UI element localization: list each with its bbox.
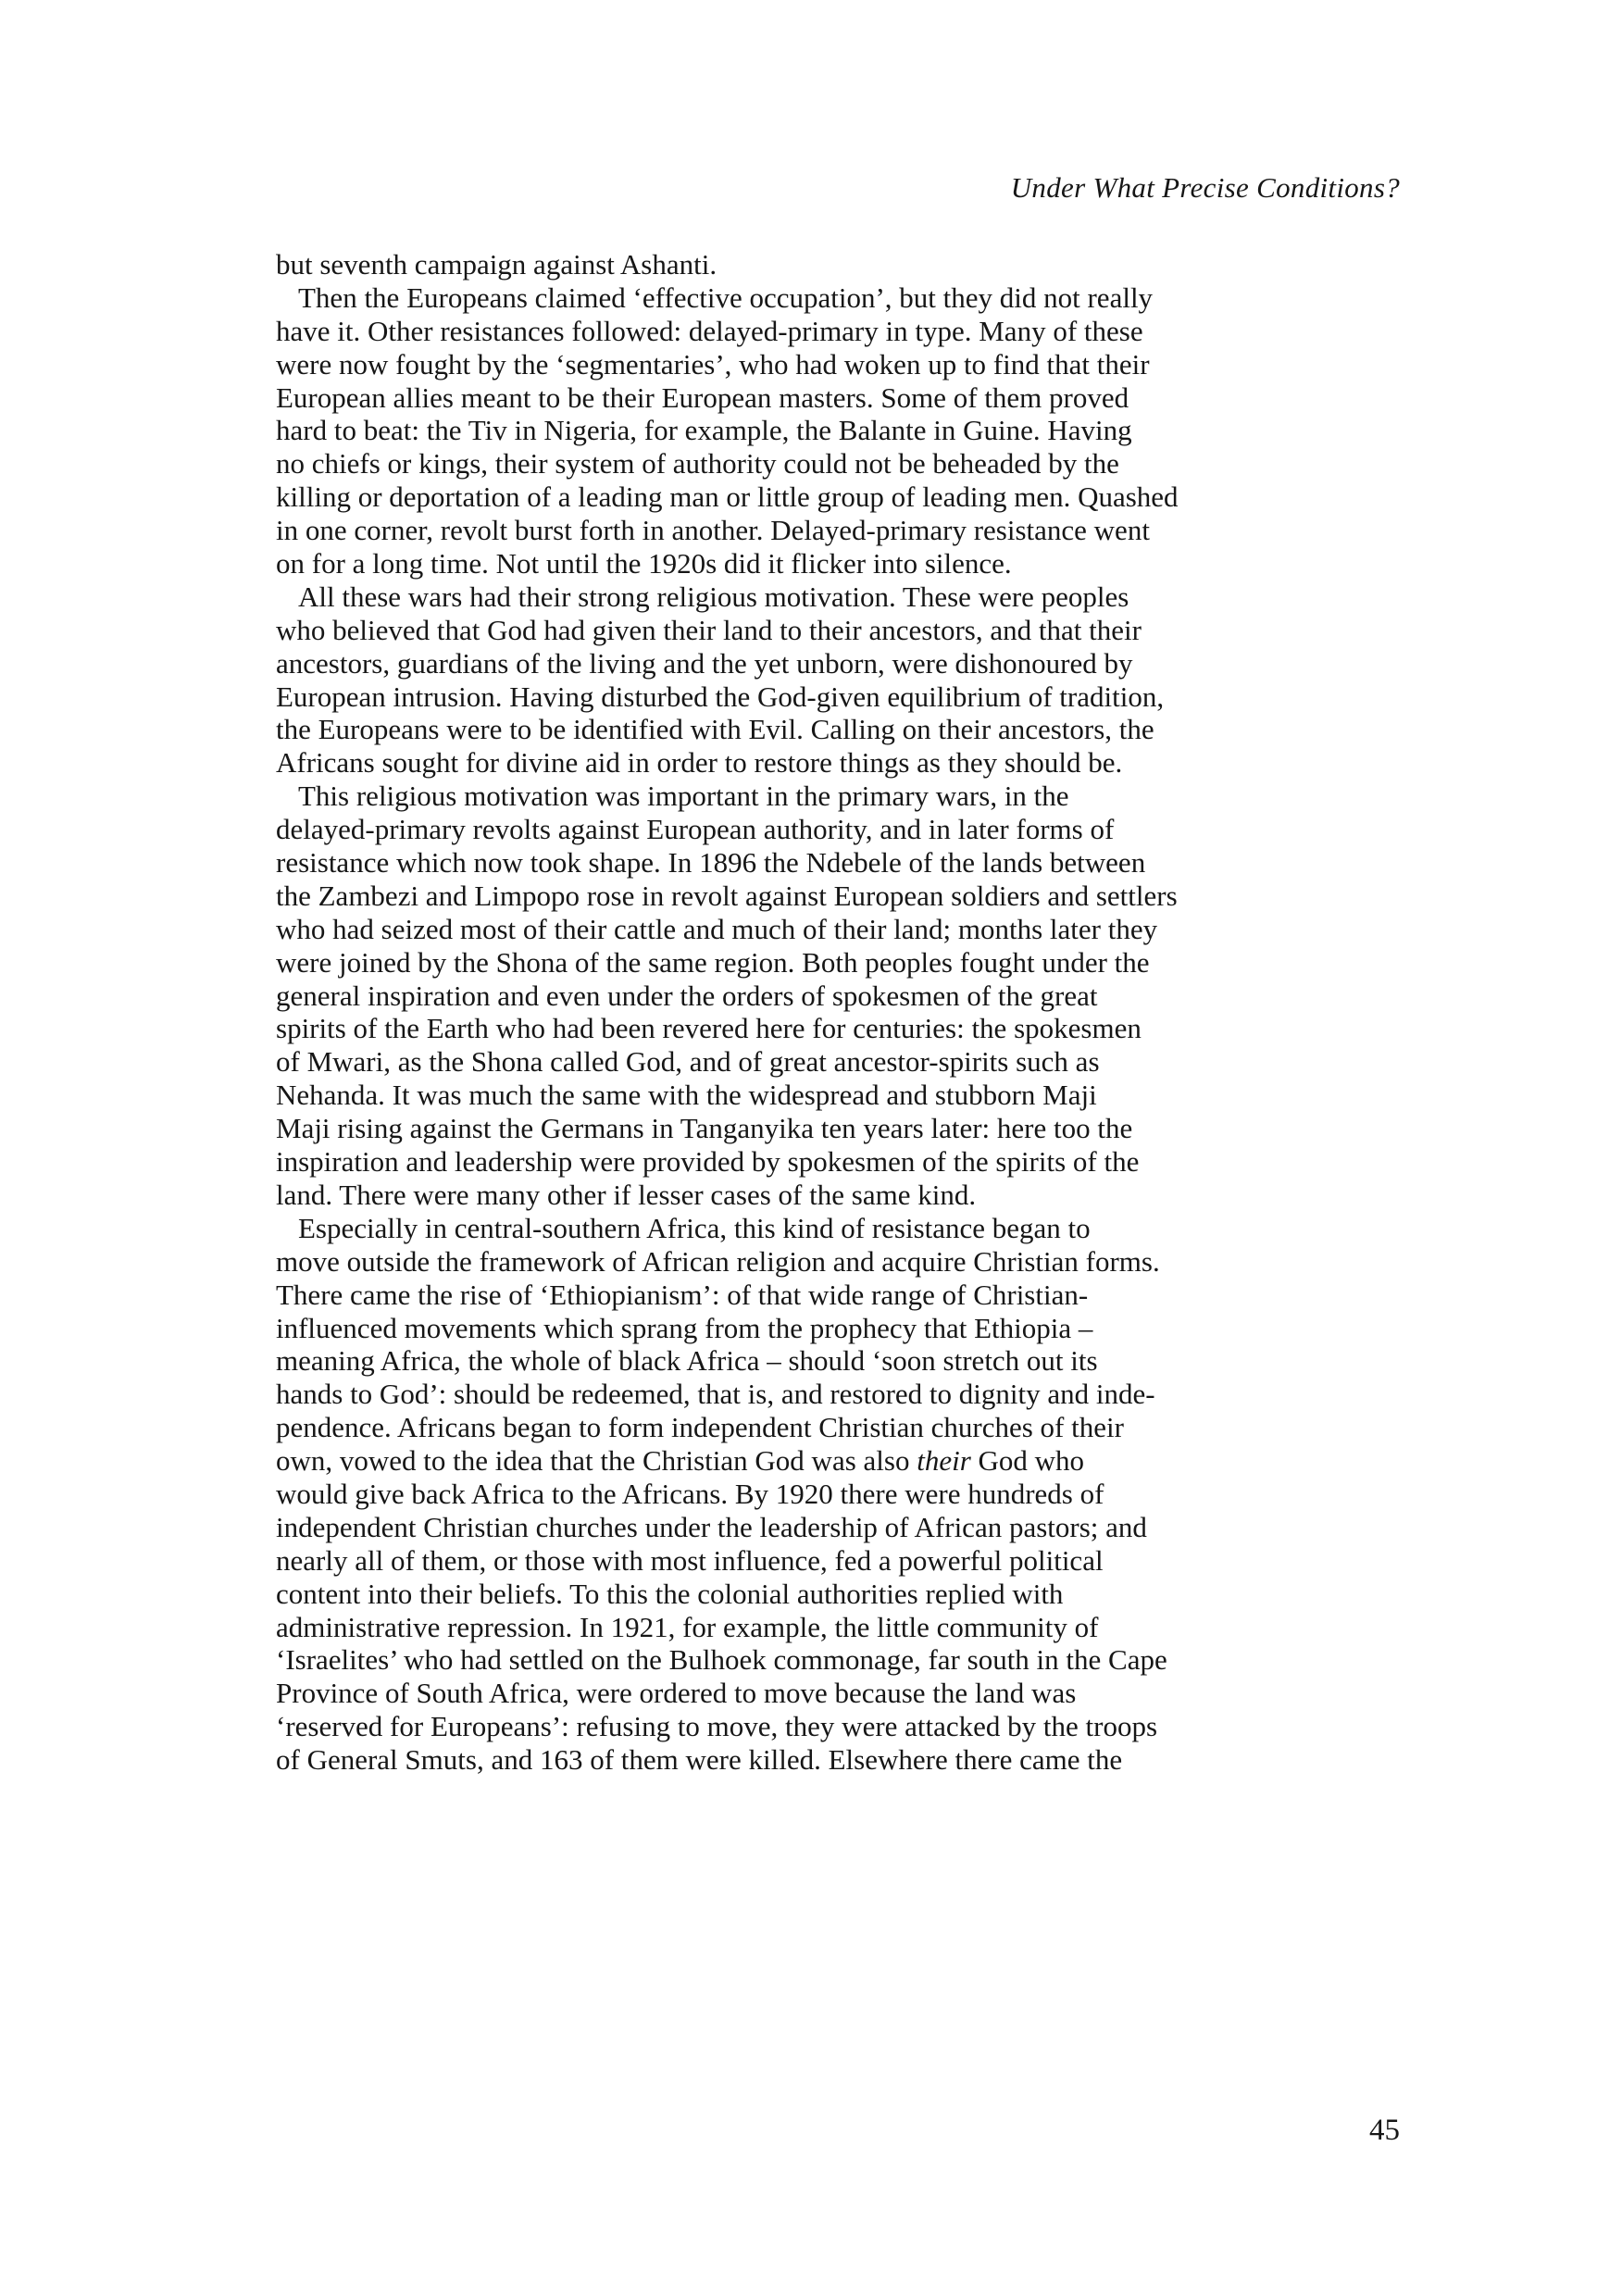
emphasized-word: their xyxy=(917,1444,971,1478)
text-line: European allies meant to be their European masters. Some of them proved xyxy=(276,381,1129,414)
text-line: spirits of the Earth who had been revered here for centuries: the spokesmen xyxy=(276,1012,1142,1045)
text-line: administrative repression. In 1921, for example, the little community of xyxy=(276,1610,1099,1643)
text-line: There came the rise of ‘Ethiopianism’: of that wide range of Christian- xyxy=(276,1278,1089,1311)
text-line: the Zambezi and Limpopo rose in revolt against European soldiers and settlers xyxy=(276,879,1178,912)
text-line: on for a long time. Not until the 1920s did it flicker into silence. xyxy=(276,547,1012,580)
text-line: the Europeans were to be identified with Evil. Calling on their ancestors, the xyxy=(276,713,1154,746)
text-line: European intrusion. Having disturbed the God-given equilibrium of tradition, xyxy=(276,680,1165,713)
text-line: Africans sought for divine aid in order to restore things as they should be. xyxy=(276,746,1123,780)
paragraph-start-line: Then the Europeans claimed ‘effective occupation’, but they did not really xyxy=(298,281,1154,314)
text-line: Maji rising against the Germans in Tanganyika ten years later: here too the xyxy=(276,1112,1133,1145)
text-line: ‘reserved for Europeans’: refusing to move, they were attacked by the troops xyxy=(276,1710,1158,1743)
text-line: were joined by the Shona of the same region. Both peoples fought under the xyxy=(276,945,1150,979)
text-line: resistance which now took shape. In 1896 the Ndebele of the lands between xyxy=(276,846,1146,880)
text-line: nearly all of them, or those with most influence, fed a powerful political xyxy=(276,1543,1104,1577)
text-line: were now fought by the ‘segmentaries’, who had woken up to find that their xyxy=(276,347,1150,381)
text-line-with-emphasis xyxy=(276,1444,1410,1478)
text-line: of Mwari, as the Shona called God, and of great ancestor-spirits such as xyxy=(276,1045,1100,1079)
text-line: who had seized most of their cattle and much of their land; months later they xyxy=(276,912,1158,945)
body-text xyxy=(276,248,1410,1777)
text-line: move outside the framework of African religion and acquire Christian forms. xyxy=(276,1244,1160,1278)
running-head-title: Under What Precise Conditions? xyxy=(1010,171,1400,204)
text-line: in one corner, revolt burst forth in another. Delayed-primary resistance went xyxy=(276,514,1150,547)
text-line: would give back Africa to the Africans. By 1920 there were hundreds of xyxy=(276,1477,1104,1510)
text-line: pendence. Africans began to form independent Christian churches of their xyxy=(276,1411,1124,1444)
paragraph-start-line: All these wars had their strong religious motivation. These were peoples xyxy=(298,580,1129,613)
text-segment: own, vowed to the idea that the Christian God was also xyxy=(276,1444,917,1478)
text-line: inspiration and leadership were provided by spokesmen of the spirits of the xyxy=(276,1145,1140,1179)
text-line: of General Smuts, and 163 of them were killed. Elsewhere there came the xyxy=(276,1743,1123,1777)
text-line: killing or deportation of a leading man or little group of leading men. Quashed xyxy=(276,480,1179,514)
text-line: general inspiration and even under the orders of spokesmen of the great xyxy=(276,979,1098,1012)
text-line: but seventh campaign against Ashanti. xyxy=(276,248,717,281)
text-line: land. There were many other if lesser cases of the same kind. xyxy=(276,1178,977,1211)
text-line: content into their beliefs. To this the colonial authorities replied with xyxy=(276,1577,1064,1610)
text-line: who believed that God had given their land to their ancestors, and that their xyxy=(276,613,1142,646)
paragraph-start-line: Especially in central-southern Africa, this kind of resistance began to xyxy=(298,1211,1091,1244)
text-segment: God who xyxy=(970,1444,1085,1478)
paragraph-start-line: This religious motivation was important in the primary wars, in the xyxy=(298,780,1069,813)
text-line: hard to beat: the Tiv in Nigeria, for example, the Balante in Guine. Having xyxy=(276,414,1132,447)
text-line: no chiefs or kings, their system of authority could not be beheaded by the xyxy=(276,447,1119,480)
text-line: Nehanda. It was much the same with the widespread and stubborn Maji xyxy=(276,1079,1097,1112)
text-line: ‘Israelites’ who had settled on the Bulhoek commonage, far south in the Cape xyxy=(276,1643,1167,1677)
text-line: have it. Other resistances followed: delayed-primary in type. Many of these xyxy=(276,314,1143,347)
text-line: independent Christian churches under the leadership of African pastors; and xyxy=(276,1510,1147,1543)
text-line: hands to God’: should be redeemed, that is, and restored to dignity and inde- xyxy=(276,1378,1155,1411)
text-line: meaning Africa, the whole of black Africa – should ‘soon stretch out its xyxy=(276,1344,1098,1378)
page-number: 45 xyxy=(1369,2114,1400,2147)
text-line: delayed-primary revolts against European authority, and in later forms of xyxy=(276,813,1115,846)
text-line: Province of South Africa, were ordered to move because the land was xyxy=(276,1677,1077,1710)
text-line: influenced movements which sprang from the prophecy that Ethiopia – xyxy=(276,1311,1093,1344)
text-line: ancestors, guardians of the living and the yet unborn, were dishonoured by xyxy=(276,646,1133,680)
